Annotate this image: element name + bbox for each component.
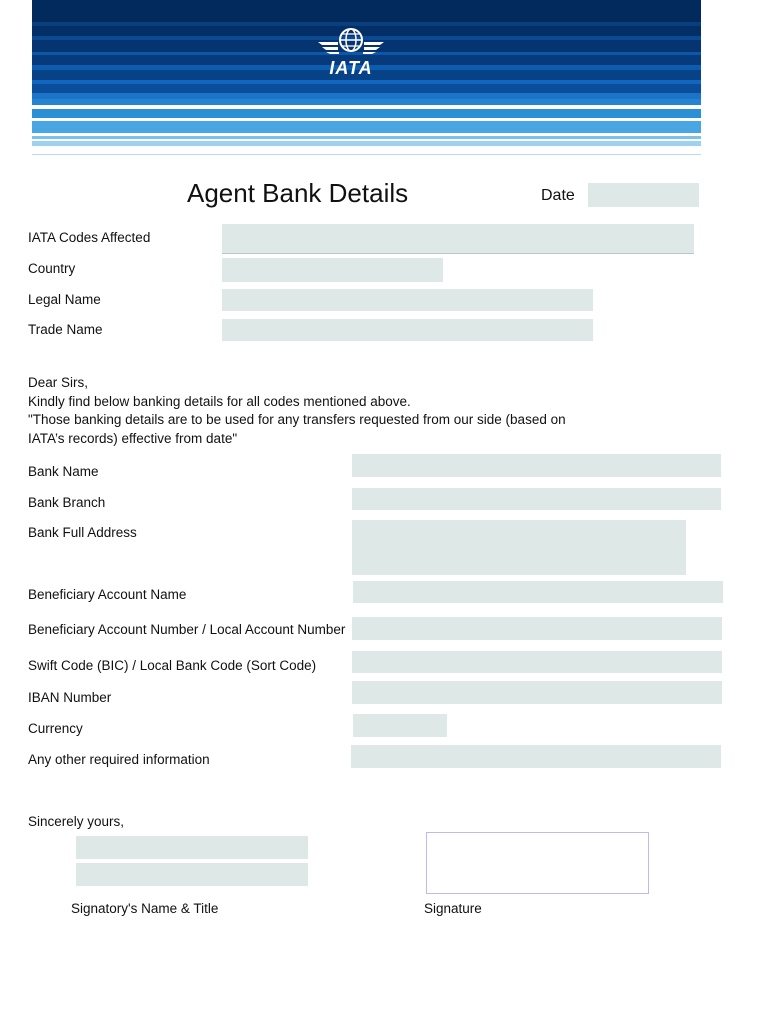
country-input[interactable] <box>222 258 443 282</box>
legal-name-label: Legal Name <box>28 292 101 307</box>
bank-branch-input[interactable] <box>352 488 721 510</box>
sincerely-text: Sincerely yours, <box>28 814 125 829</box>
iban-input[interactable] <box>352 681 722 704</box>
beneficiary-number-label: Beneficiary Account Number / Local Account Number <box>28 622 346 637</box>
signatory-name-input[interactable] <box>76 836 308 859</box>
other-info-label: Any other required information <box>28 752 210 767</box>
signature-box[interactable] <box>426 832 649 894</box>
iata-codes-input[interactable] <box>222 224 694 254</box>
currency-label: Currency <box>28 721 83 736</box>
globe-wings-icon <box>316 26 386 60</box>
iata-logo <box>316 26 386 80</box>
signatory-title-input[interactable] <box>76 863 308 886</box>
beneficiary-name-label: Beneficiary Account Name <box>28 587 187 602</box>
letter-line-3: IATA’s records) effective from date" <box>28 430 238 446</box>
beneficiary-name-input[interactable] <box>353 581 723 603</box>
header-banner <box>32 0 701 160</box>
swift-label: Swift Code (BIC) / Local Bank Code (Sort Code) <box>28 658 317 673</box>
bank-address-label: Bank Full Address <box>28 525 137 540</box>
date-input[interactable] <box>588 183 699 207</box>
letter-body <box>28 374 566 448</box>
swift-input[interactable] <box>352 651 722 673</box>
logo-text: IATA <box>329 58 373 78</box>
bank-branch-label: Bank Branch <box>28 495 106 510</box>
page-title: Agent Bank Details <box>187 178 409 208</box>
bank-address-input[interactable] <box>352 520 686 575</box>
trade-name-input[interactable] <box>222 319 593 341</box>
legal-name-input[interactable] <box>222 289 593 311</box>
letter-line-2: "Those banking details are to be used for any transfers requested from our side (based on <box>28 412 566 427</box>
letter-line-1: Kindly find below banking details for all codes mentioned above. <box>28 393 411 409</box>
trade-name-label: Trade Name <box>28 322 103 337</box>
iban-label: IBAN Number <box>28 690 112 705</box>
salutation: Dear Sirs, <box>28 375 89 390</box>
beneficiary-number-input[interactable] <box>352 617 722 640</box>
signature-label: Signature <box>424 901 482 916</box>
signatory-label: Signatory's Name & Title <box>71 901 219 916</box>
bank-name-input[interactable] <box>352 454 721 477</box>
iata-codes-label: IATA Codes Affected <box>28 230 151 245</box>
currency-input[interactable] <box>353 714 447 737</box>
country-label: Country <box>28 261 76 276</box>
bank-name-label: Bank Name <box>28 464 99 479</box>
date-label: Date <box>541 187 575 204</box>
other-info-input[interactable] <box>351 745 721 768</box>
